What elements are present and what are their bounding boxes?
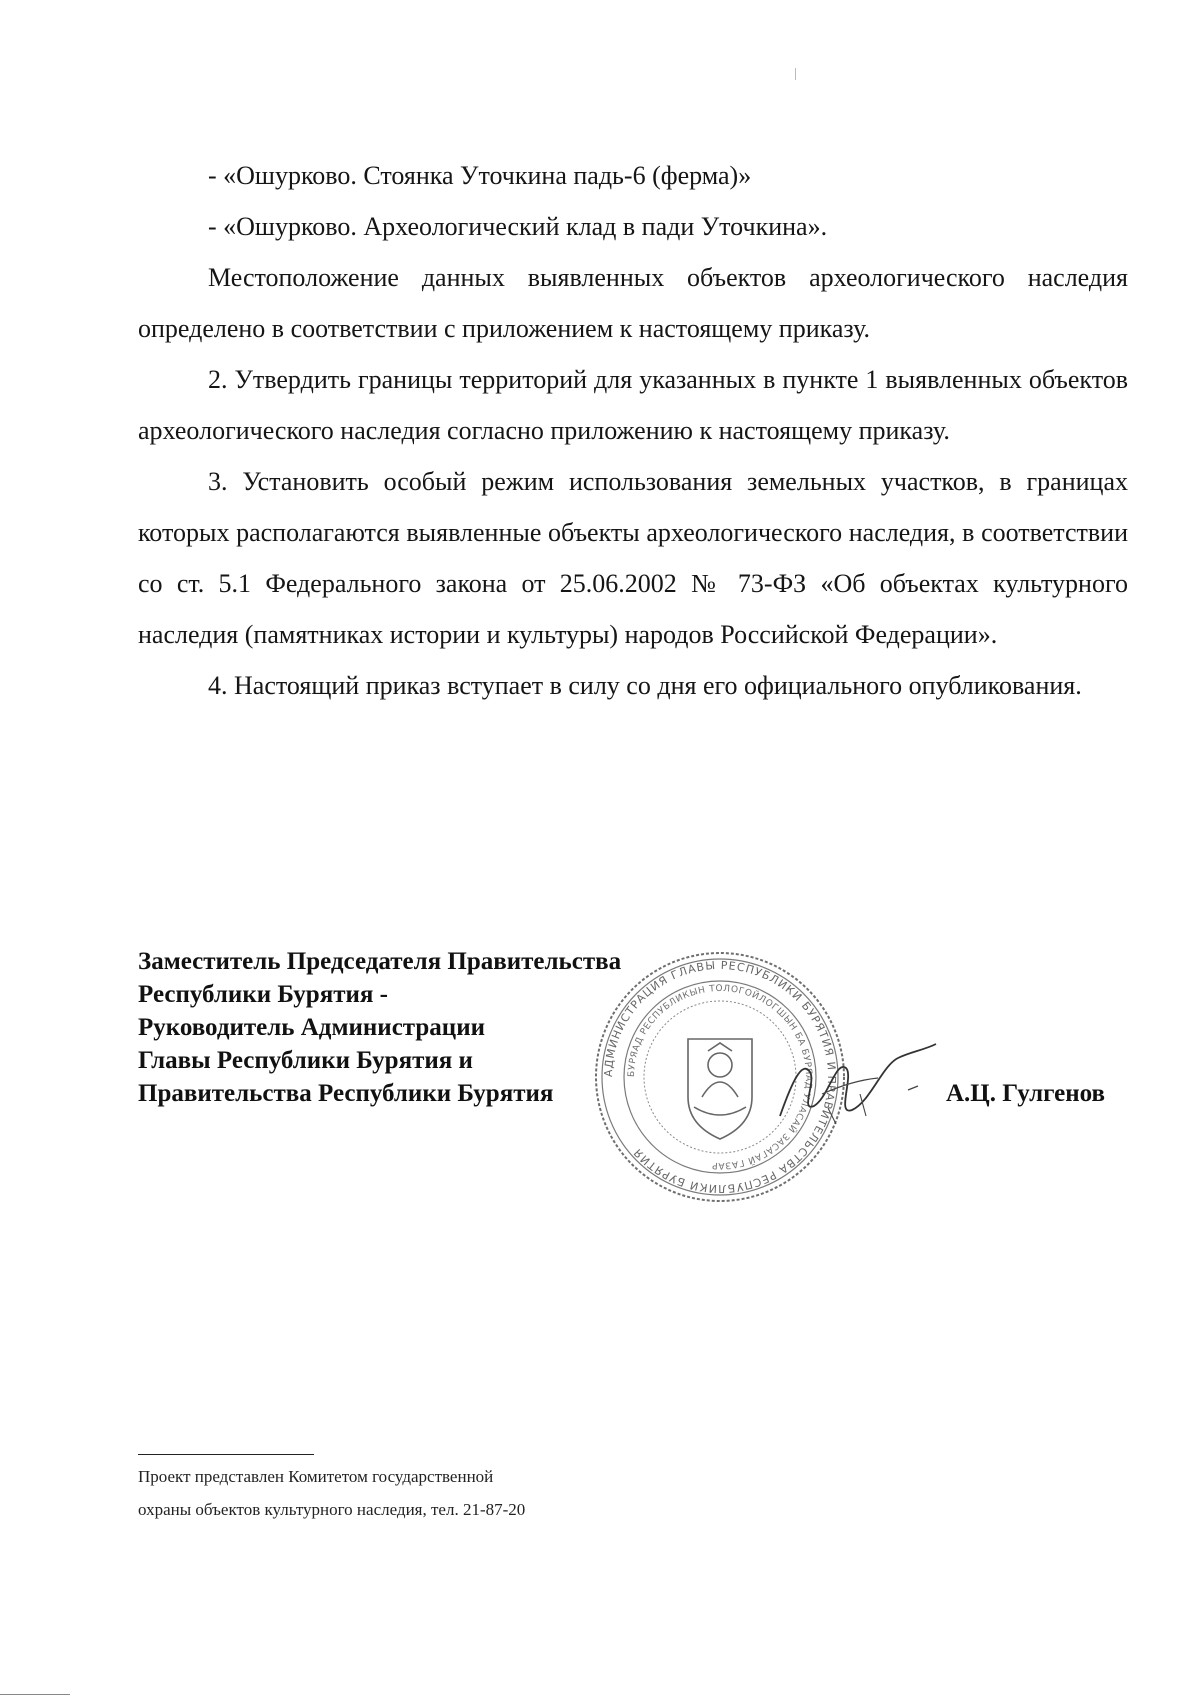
scan-edge-mark [0, 1694, 70, 1695]
list-item-site-6: - «Ошурково. Стоянка Уточкина падь-6 (ферма)» [208, 161, 752, 190]
list-item-hoard: - «Ошурково. Археологический клад в пади Уточкина». [208, 212, 828, 241]
scan-speck [795, 68, 796, 80]
handwritten-signature [770, 1020, 940, 1140]
signature-title-line: Заместитель Председателя Правительства [138, 948, 622, 975]
signer-name: А.Ц. Гулгенов [946, 1080, 1106, 1107]
signature-title-line: Правительства Республики Бурятия [138, 1080, 554, 1107]
paragraph-item-4: 4. Настоящий приказ вступает в силу со дня его официального опубликования. [208, 671, 1082, 700]
document-body [138, 150, 1128, 711]
footnote-line: охраны объектов культурного наследия, тел. 21-87-20 [138, 1500, 526, 1519]
signature-title-line: Республики Бурятия - [138, 981, 388, 1008]
signature-title-line: Руководитель Администрации [138, 1014, 485, 1041]
footnote-line: Проект представлен Комитетом государственной [138, 1467, 494, 1486]
seal-outer-text: АДМИНИСТРАЦИЯ ГЛАВЫ РЕСПУБЛИКИ БУРЯТИЯ И ПРАВИТЕЛЬСТВА РЕСПУБЛИКИ БУРЯТИЯ [601, 958, 839, 1196]
seal-inner-text: БУРЯАД РЕСПУБЛИКЫН ТОЛОГОЙЛОГШЫН БА БУРЯАД УЛАСАЙ ЗАСАГАЙ ГАЗАР [626, 983, 814, 1171]
paragraph-location: Местоположение данных выявленных объектов археологического наследия определено в соответствии с приложением к настоящему приказу. [138, 263, 1128, 343]
signature-title-line: Главы Республики Бурятия и [138, 1047, 473, 1074]
footnote-divider [138, 1454, 314, 1455]
paragraph-item-3: 3. Установить особый режим использования земельных участков, в границах которых располагаются выявленные объекты археологического наследия, в соответствии со ст. 5.1 Федерального закона от 25.06.2002 № 73-ФЗ «Об объектах культурного наследия (памятниках истории и культуры) народов Российской Федерации». [138, 467, 1128, 649]
footnote [138, 1460, 738, 1526]
paragraph-item-2: 2. Утвердить границы территорий для указанных в пункте 1 выявленных объектов археологического наследия согласно приложению к настоящему приказу. [138, 365, 1128, 445]
signature-title-block [138, 945, 698, 1110]
